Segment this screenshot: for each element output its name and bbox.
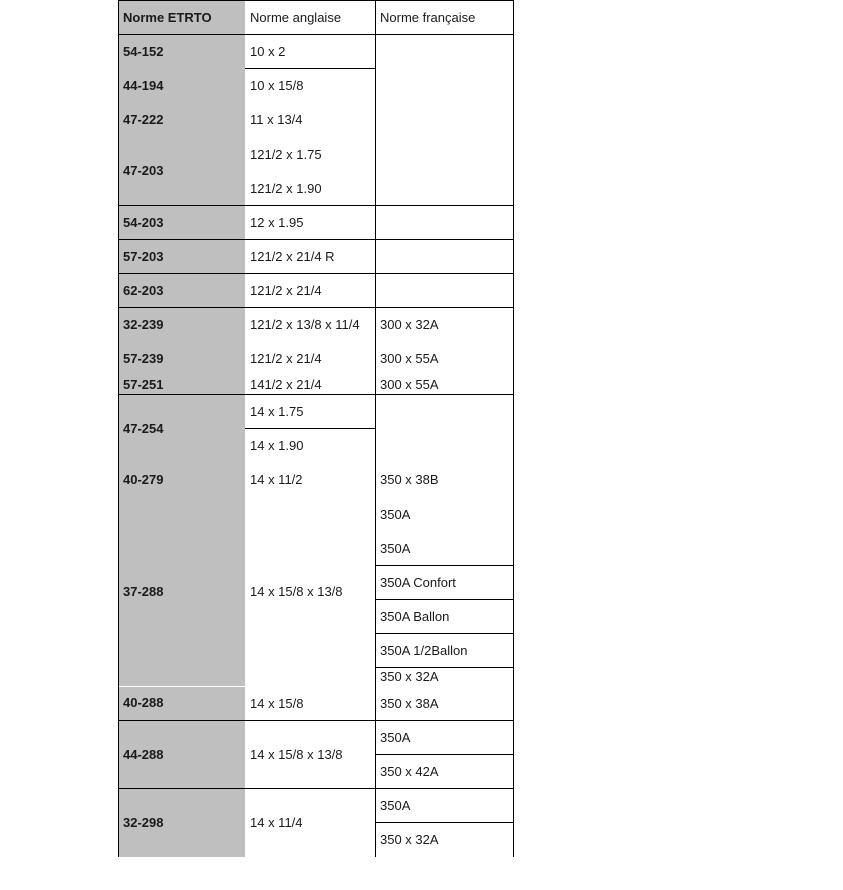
cell-divider	[375, 599, 514, 600]
anglaise-cell: 14 x 15/8 x 13/8	[250, 584, 343, 599]
etrto-cell: 57-251	[123, 377, 164, 392]
row-divider	[118, 273, 514, 274]
francaise-cell: 350A	[380, 507, 411, 522]
cell-divider	[375, 633, 514, 634]
row-divider	[118, 34, 514, 35]
anglaise-cell: 12 x 1.95	[250, 215, 304, 230]
row-divider	[118, 788, 514, 789]
francaise-cell: 350A Confort	[380, 575, 456, 590]
etrto-cell: 62-203	[123, 283, 164, 298]
etrto-cell: 32-239	[123, 317, 164, 332]
cell-divider	[245, 68, 376, 69]
table-border-left	[118, 0, 119, 857]
header-anglaise: Norme anglaise	[250, 10, 342, 25]
etrto-cell: 37-288	[123, 584, 164, 599]
anglaise-cell: 121/2 x 13/8 x 11/4	[250, 317, 360, 332]
francaise-cell: 350A	[380, 798, 411, 813]
row-divider	[118, 0, 514, 1]
anglaise-cell: 121/2 x 21/4	[250, 351, 322, 366]
anglaise-cell: 14 x 15/8 x 13/8	[250, 747, 343, 762]
anglaise-cell: 121/2 x 21/4	[250, 283, 322, 298]
francaise-cell: 300 x 32A	[380, 317, 439, 332]
anglaise-cell: 11 x 13/4	[250, 112, 303, 127]
etrto-column-bg-lower	[118, 687, 245, 857]
table-border-right	[513, 0, 514, 857]
anglaise-cell: 10 x 15/8	[250, 78, 304, 93]
francaise-cell: 350 x 32A	[380, 832, 439, 847]
row-divider	[118, 205, 514, 206]
francaise-cell: 300 x 55A	[380, 377, 439, 392]
anglaise-cell: 121/2 x 21/4 R	[250, 249, 335, 264]
header-francaise: Norme française	[380, 10, 476, 25]
etrto-cell: 47-222	[123, 112, 164, 127]
cell-divider	[375, 667, 514, 668]
anglaise-cell: 121/2 x 1.90	[250, 181, 322, 196]
anglaise-cell: 14 x 11/4	[250, 815, 303, 830]
row-divider	[118, 307, 514, 308]
francaise-cell: 300 x 55A	[380, 351, 439, 366]
francaise-cell: 350 x 38B	[380, 472, 439, 487]
anglaise-cell: 14 x 15/8	[250, 696, 304, 711]
cell-divider	[375, 754, 514, 755]
anglaise-cell: 141/2 x 21/4	[250, 377, 322, 392]
francaise-cell: 350A 1/2Ballon	[380, 643, 468, 658]
header-etrto: Norme ETRTO	[123, 10, 212, 25]
anglaise-cell: 14 x 11/2	[250, 472, 303, 487]
cell-divider	[375, 822, 514, 823]
francaise-cell: 350 x 42A	[380, 764, 439, 779]
francaise-cell: 350A	[380, 730, 411, 745]
anglaise-cell: 121/2 x 1.75	[250, 147, 322, 162]
anglaise-cell: 14 x 1.90	[250, 438, 304, 453]
anglaise-cell: 10 x 2	[250, 44, 286, 59]
francaise-cell: 350 x 38A	[380, 696, 439, 711]
etrto-cell: 54-203	[123, 215, 164, 230]
etrto-cell: 57-203	[123, 249, 164, 264]
francaise-cell: 350 x 32A	[380, 669, 439, 684]
etrto-cell: 44-288	[123, 747, 164, 762]
etrto-cell: 44-194	[123, 78, 164, 93]
row-divider	[118, 720, 514, 721]
etrto-cell: 40-279	[123, 472, 164, 487]
row-divider	[118, 239, 514, 240]
francaise-cell: 350A Ballon	[380, 609, 450, 624]
cell-divider	[375, 565, 514, 566]
etrto-cell: 40-288	[123, 695, 164, 710]
etrto-cell: 47-254	[123, 421, 164, 436]
etrto-cell: 32-298	[123, 815, 164, 830]
etrto-cell: 57-239	[123, 351, 164, 366]
etrto-cell: 54-152	[123, 44, 164, 59]
etrto-cell: 47-203	[123, 163, 164, 178]
anglaise-cell: 14 x 1.75	[250, 404, 304, 419]
row-divider	[118, 394, 514, 395]
francaise-cell: 350A	[380, 541, 411, 556]
cell-divider	[245, 428, 376, 429]
